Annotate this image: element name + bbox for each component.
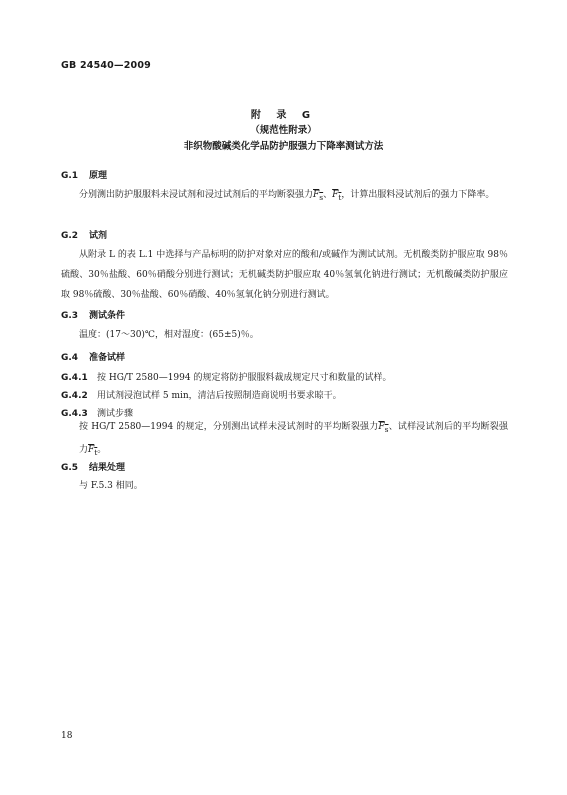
symbol-fs: $F_s$ xyxy=(378,422,389,434)
subsection-text: 用试剂浸泡试样 5 min，清洁后按照制造商说明书要求晾干。 xyxy=(97,391,342,401)
standard-code: GB 24540—2009 xyxy=(61,60,151,71)
section-number: G.1 xyxy=(61,171,79,181)
section-g5-text: 与 F.5.3 相同。 xyxy=(79,481,143,491)
section-heading-g4 xyxy=(61,350,125,363)
annex-name: 非织物酸碱类化学品防护服强力下降率测试方法 xyxy=(183,141,384,152)
section-heading-g5 xyxy=(61,460,125,473)
annex-type: （规范性附录） xyxy=(250,125,317,136)
symbol-ft: $F_t$ xyxy=(332,190,342,202)
subsection-number: G.4.2 xyxy=(61,391,88,401)
section-heading-g3 xyxy=(61,308,125,321)
section-number: G.2 xyxy=(61,231,79,241)
subsection-text: 测试步骤 xyxy=(97,409,134,419)
section-g2-text: 从附录 L 的表 L.1 中选择与产品标明的防护对象对应的酸和/或碱作为测试试剂。无机酸类防护服应取 98％硫酸、30％盐酸、60％硝酸分别进行测试；无机碱类防护服应取 40％氢氧化钠进行测试；无机酸碱类防护服应取 98％硫酸、30％盐酸、60％硝酸、40％氢氧化钠分别进行测试。 xyxy=(61,250,508,300)
subsection-number: G.4.1 xyxy=(61,373,88,383)
section-heading-g2 xyxy=(61,228,107,241)
section-title: 结果处理 xyxy=(89,463,126,473)
annex-title: 附 录 G xyxy=(250,110,317,121)
section-number: G.4 xyxy=(61,353,79,363)
section-g4-3-text: 按 HG/T 2580—1994 的规定，分别测出试样未浸试剂时的平均断裂强力$F_s$、试样浸试剂后的平均断裂强力$F_t$。 xyxy=(79,422,508,457)
subsection-number: G.4.3 xyxy=(61,409,88,419)
section-title: 测试条件 xyxy=(89,311,126,321)
subsection-g4-2 xyxy=(61,388,342,401)
subsection-text: 按 HG/T 2580—1994 的规定将防护服服料裁成规定尺寸和数量的试样。 xyxy=(97,373,392,383)
symbol-ft: $F_t$ xyxy=(88,444,98,457)
section-title: 原理 xyxy=(89,171,108,181)
section-g1-text: 分别测出防护服服料未浸试剂和浸过试剂后的平均断裂强力$F_s$、$F_t$，计算出服料浸试剂后的强力下降率。 xyxy=(79,190,495,202)
section-g3-text: 温度：(17～30)℃，相对湿度：(65±5)％。 xyxy=(79,330,259,340)
symbol-fs: $F_s$ xyxy=(313,190,324,202)
section-heading-g1 xyxy=(61,168,107,181)
subsection-g4-1 xyxy=(61,370,391,383)
section-title: 准备试样 xyxy=(89,353,126,363)
section-title: 试剂 xyxy=(89,231,108,241)
page-number: 18 xyxy=(61,731,73,741)
section-number: G.3 xyxy=(61,311,79,321)
section-number: G.5 xyxy=(61,463,79,473)
